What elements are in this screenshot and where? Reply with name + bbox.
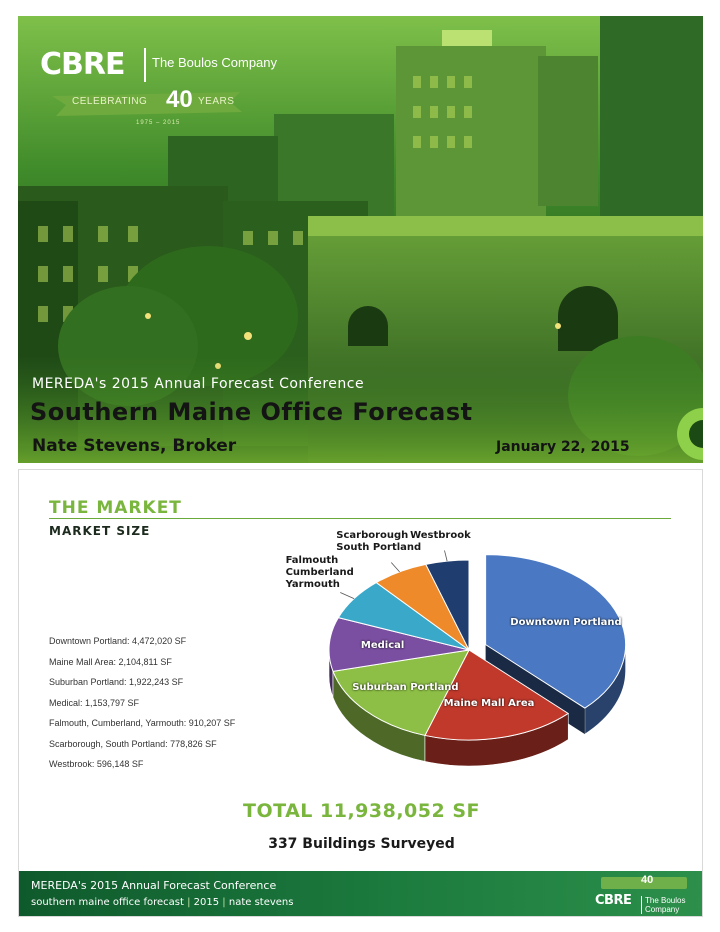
stat-line: Westbrook: 596,148 SF	[49, 759, 144, 769]
year-range: 1975 – 2015	[136, 120, 181, 126]
pie-slice-label: Westbrook	[410, 530, 471, 541]
slide-subheading: MARKET SIZE	[49, 524, 151, 538]
footer-separator: |	[187, 897, 194, 908]
pie-slice-label: Suburban Portland	[352, 681, 459, 693]
pie-leader-line	[340, 592, 354, 598]
pie-slice-label: Maine Mall Area	[443, 698, 535, 710]
footer-ribbon-number: 40	[641, 874, 654, 886]
stat-line: Downtown Portland: 4,472,020 SF	[49, 636, 187, 646]
market-size-pie-chart	[279, 530, 679, 800]
footer-sub-year: 2015	[193, 897, 220, 908]
footer-sub-name: nate stevens	[228, 897, 294, 908]
buildings-surveyed: 337 Buildings Surveyed	[268, 836, 455, 852]
pie-slice-label: Medical	[360, 640, 405, 652]
footer-subtitle	[31, 897, 293, 908]
footer-sub-main: southern maine office forecast	[31, 897, 184, 908]
years-word: YEARS	[198, 96, 235, 107]
pie-slice-label: Scarborough South Portland	[336, 530, 422, 553]
logo-company: The Boulos Company	[152, 55, 278, 70]
years-number: 40	[166, 86, 193, 113]
stat-line: Maine Mall Area: 2,104,811 SF	[49, 656, 172, 667]
presenter-name: Nate Stevens, Broker	[32, 436, 237, 456]
pie-slice-label: Falmouth Cumberland Yarmouth	[285, 555, 354, 591]
cbre-boulos-logo	[40, 48, 280, 138]
footer-separator: |	[222, 897, 229, 908]
heading-rule	[49, 518, 671, 519]
pie-leader-line	[391, 562, 399, 571]
pie-leader-line	[445, 550, 448, 561]
stat-line: Scarborough, South Portland: 778,826 SF	[49, 738, 217, 749]
stat-line: Suburban Portland: 1,922,243 SF	[49, 677, 184, 687]
stat-line: Medical: 1,153,797 SF	[49, 697, 140, 708]
logo-brand: CBRE	[40, 47, 125, 82]
stat-line: Falmouth, Cumberland, Yarmouth: 910,207 SF	[49, 718, 236, 728]
market-slide	[18, 469, 703, 917]
footer-ribbon	[601, 874, 687, 889]
total-square-feet: TOTAL 11,938,052 SF	[243, 800, 480, 822]
market-stats-list	[49, 636, 299, 780]
celebrating-text: CELEBRATING	[72, 96, 148, 107]
conference-name: MEREDA's 2015 Annual Forecast Conference	[32, 376, 365, 392]
presentation-title: Southern Maine Office Forecast	[30, 398, 473, 426]
anniversary-ribbon	[52, 86, 242, 126]
presentation-date: January 22, 2015	[496, 439, 630, 455]
footer-logo	[595, 875, 695, 913]
pie-slice-label: Downtown Portland	[510, 617, 622, 629]
footer-conference: MEREDA's 2015 Annual Forecast Conference	[31, 879, 277, 892]
footer-logo-brand: CBRE	[595, 893, 632, 908]
slide-footer	[19, 871, 703, 917]
logo-divider	[144, 48, 146, 82]
footer-logo-company: The Boulos Company	[641, 896, 695, 914]
title-slide	[18, 16, 703, 463]
slide-heading: THE MARKET	[49, 498, 182, 518]
